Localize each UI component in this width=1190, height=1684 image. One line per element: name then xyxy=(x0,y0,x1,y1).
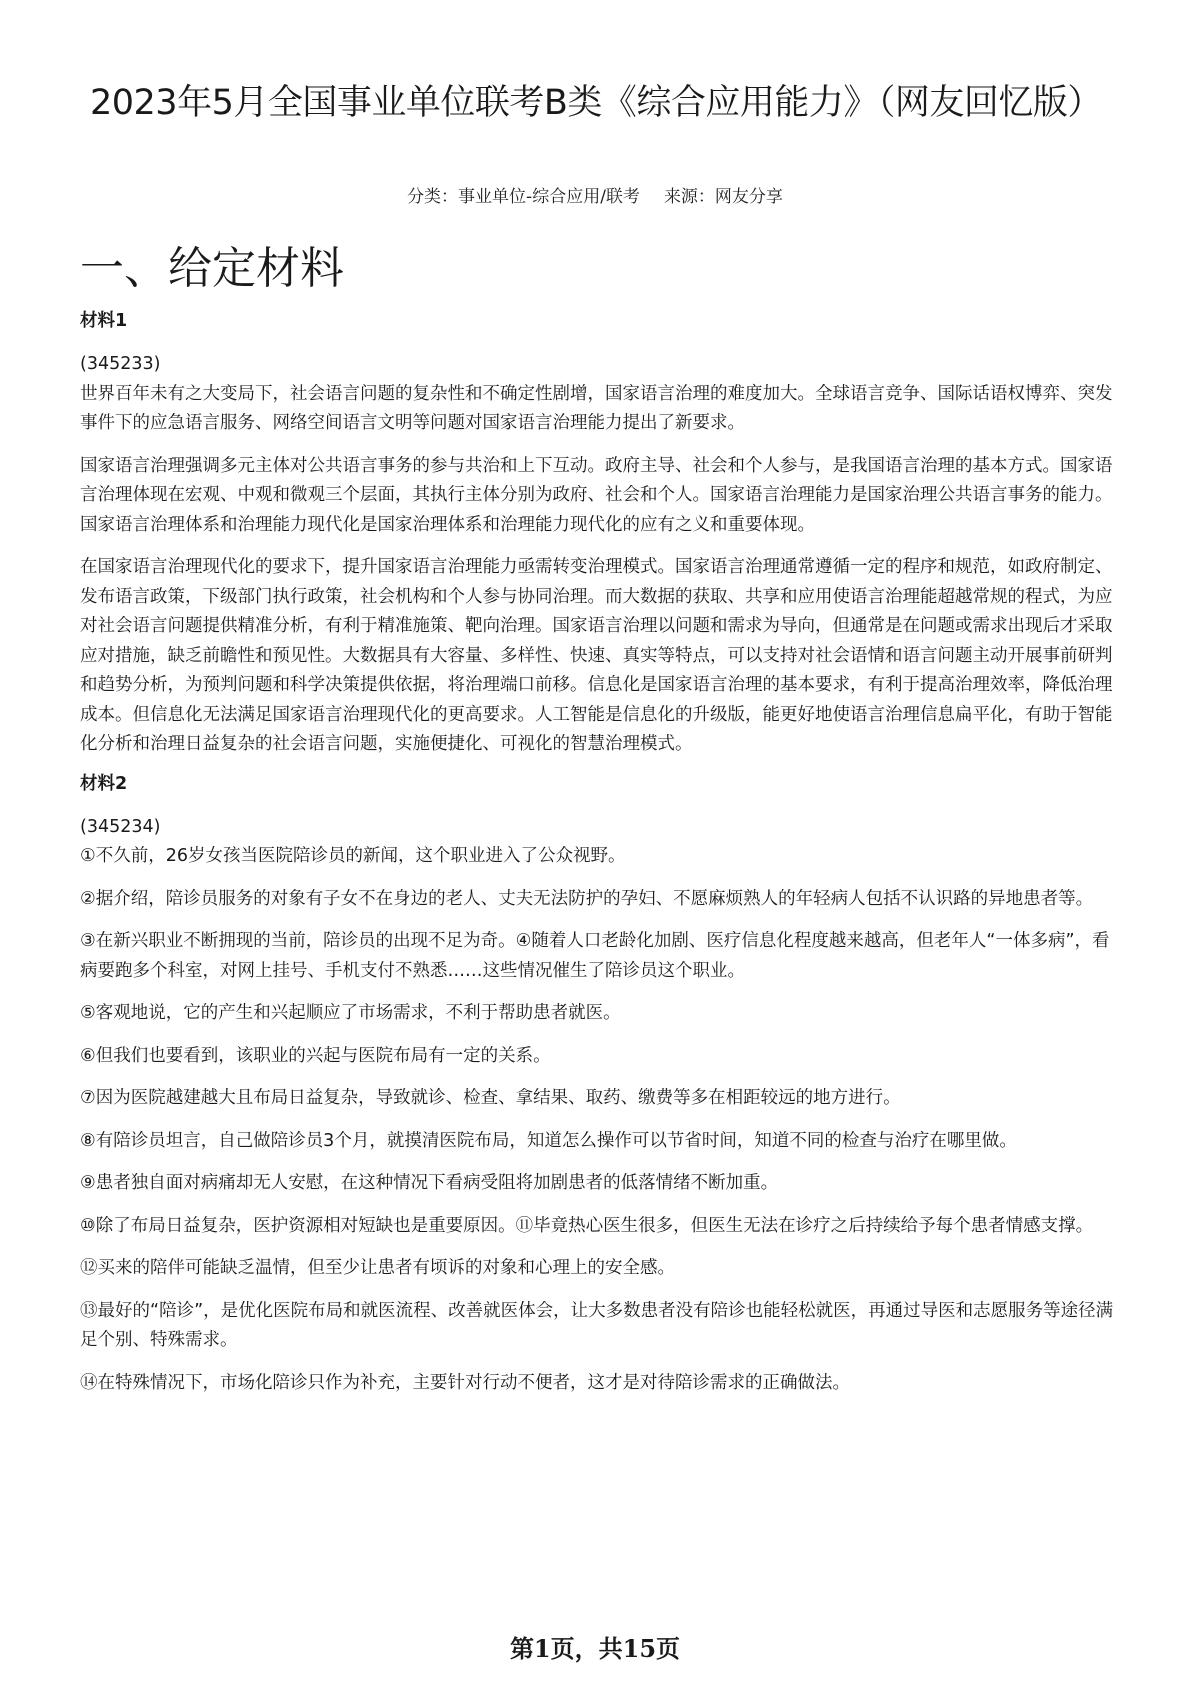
material-2-paragraph-5: ⑥但我们也要看到，该职业的兴起与医院布局有一定的关系。 xyxy=(80,1045,551,1066)
section-heading: 一、给定材料 xyxy=(80,243,344,294)
material-2 xyxy=(80,773,1116,1399)
material-1-title: 材料1 xyxy=(80,311,128,331)
document-title: 2023年5月全国事业单位联考B类《综合应用能力》（网友回忆版） xyxy=(90,83,1102,123)
material-2-paragraph-4: ⑤客观地说，它的产生和兴起顺应了市场需求，不利于帮助患者就医。 xyxy=(80,1003,621,1023)
material-1-paragraph-1 xyxy=(80,350,1116,439)
material-2-code: (345234) xyxy=(80,816,161,837)
material-1-paragraph-3: 在国家语言治理现代化的要求下，提升国家语言治理能力亟需转变治理模式。国家语言治理通常遵循一定的程序和规范，如政府制定、发布语言政策，下级部门执行政策，社会机构和个人参与协同治理。而大数据的获取、共享和应用使语言治理能超越常规的程式，为应对社会语言问题提供精准分析，有利于精准施策、靶向治理。国家语言治理以问题和需求为导向，但通常是在问题或需求出现后才采取应对措施，缺乏前瞻性和预见性。大数据具有大容量、多样性、快速、真实等特点，可以支持对社会语情和语言问题主动开展事前研判和趋势分析，为预判问题和科学决策提供依据，将治理端口前移。信息化是国家语言治理的基本要求，有利于提高治理效率，降低治理成本。但信息化无法满足国家语言治理现代化的更高要求。人工智能是信息化的升级版，能更好地使语言治理信息扁平化，有助于智能化分析和治理日益复杂的社会语言问题，实施便捷化、可视化的智慧治理模式。 xyxy=(80,557,1113,754)
document-body xyxy=(80,310,1116,1411)
page-footer: 第1页，共15页 xyxy=(509,1634,681,1663)
material-2-paragraph-6: ⑦因为医院越建越大且布局日益复杂，导致就诊、检查、拿结果、取药、缴费等多在相距较远的地方进行。 xyxy=(80,1088,901,1108)
material-1-paragraph-2: 国家语言治理强调多元主体对公共语言事务的参与共治和上下互动。政府主导、社会和个人参与，是我国语言治理的基本方式。国家语言治理体现在宏观、中观和微观三个层面，其执行主体分别为政府、社会和个人。国家语言治理能力是国家治理公共语言事务的能力。国家语言治理体系和治理能力现代化是国家治理体系和治理能力现代化的应有之义和重要体现。 xyxy=(80,455,1113,535)
material-1 xyxy=(80,310,1116,760)
material-2-paragraph-9: ⑩除了布局日益复杂，医护资源相对短缺也是重要原因。⑪毕竟热心医生很多，但医生无法在诊疗之后持续给予每个患者情感支撑。 xyxy=(80,1215,1094,1236)
material-2-paragraph-10: ⑫买来的陪伴可能缺乏温情，但至少让患者有顷诉的对象和心理上的安全感。 xyxy=(80,1258,675,1278)
material-2-paragraph-3: ③在新兴职业不断拥现的当前，陪诊员的出现不足为奇。④随着人口老龄化加剧、医疗信息化程度越来越高，但老年人“一体多病”，看病要跑多个科室，对网上挂号、手机支付不熟悉……这些情况催生了陪诊员这个职业。 xyxy=(80,931,1110,981)
material-2-paragraph-7: ⑧有陪诊员坦言，自己做陪诊员3个月，就摸清医院布局，知道怎么操作可以节省时间，知道不同的检查与治疗在哪里做。 xyxy=(80,1130,1017,1151)
material-1-code: (345233) xyxy=(80,354,161,374)
material-2-paragraph-2: ②据介绍，陪诊员服务的对象有子女不在身边的老人、丈夫无法防护的孕妇、不愿麻烦熟人的年轻病人包括不认识路的异地患者等。 xyxy=(80,888,1094,909)
material-2-paragraph-8: ⑨患者独自面对病痛却无人安慰，在这种情况下看病受阻将加剧患者的低落情绪不断加重。 xyxy=(80,1173,779,1193)
source-label: 来源：网友分享 xyxy=(663,187,783,207)
material-2-paragraph-1 xyxy=(80,813,1116,872)
material-2-paragraph-11: ⑬最好的“陪诊”，是优化医院布局和就医流程、改善就医体会，让大多数患者没有陪诊也能轻松就医，再通过导医和志愿服务等途径满足个别、特殊需求。 xyxy=(80,1300,1114,1350)
material-2-title: 材料2 xyxy=(80,773,128,794)
category-label: 分类：事业单位-综合应用/联考 xyxy=(407,187,640,207)
document-meta xyxy=(0,186,1190,208)
paragraph-text: 世界百年未有之大变局下，社会语言问题的复杂性和不确定性剧增，国家语言治理的难度加大。全球语言竞争、国际话语权博弈、突发事件下的应急语言服务、网络空间语言文明等问题对国家语言治理能力提出了新要求。 xyxy=(80,383,1113,433)
paragraph-text: ①不久前，26岁女孩当医院陪诊员的新闻，这个职业进入了公众视野。 xyxy=(80,846,626,866)
material-2-paragraph-12: ⑭在特殊情况下，市场化陪诊只作为补充，主要针对行动不便者，这才是对待陪诊需求的正确做法。 xyxy=(80,1372,850,1393)
